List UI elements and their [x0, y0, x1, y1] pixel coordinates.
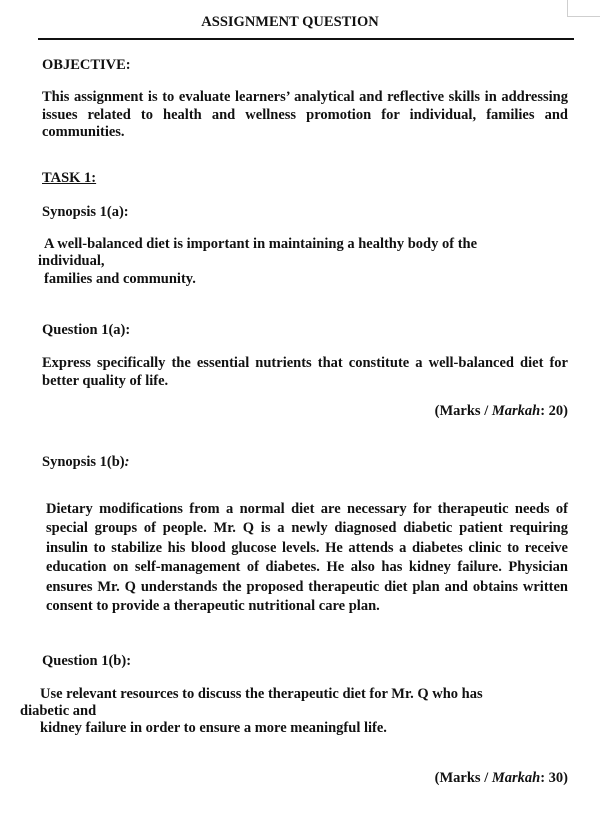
- marks-suffix: : 30): [540, 770, 568, 786]
- question-1b-marks: [435, 770, 568, 787]
- task-heading: TASK 1:: [42, 170, 97, 186]
- synopsis-1a-line-3: families and community.: [44, 271, 196, 287]
- question-1b-line-3: kidney failure in order to ensure a more meaningful life.: [40, 720, 387, 736]
- marks-italic: Markah: [491, 403, 541, 419]
- question-1a-label: Question 1(a):: [42, 322, 131, 338]
- objective-heading: OBJECTIVE:: [42, 57, 131, 73]
- synopsis-1b-text: Dietary modifications from a normal diet are necessary for therapeutic needs of special groups of people. Mr. Q is a newly diagnosed diabetic patient requiring insulin to stabilize his blood glucose levels. He attends a diabetes clinic to receive education on self-management of diabetes. He also has kidney failure. Physician ensures Mr. Q understands the proposed therapeutic diet plan and obtains written consent to provide a therapeutic nutritional care plan.: [46, 501, 568, 615]
- question-1b-line-2: diabetic and: [20, 703, 97, 719]
- synopsis-1a-line-2: individual,: [38, 253, 105, 269]
- question-1a-marks: [435, 403, 568, 420]
- synopsis-1b-label-text: Synopsis 1(b): [42, 454, 125, 470]
- synopsis-1a-line-1: A well-balanced diet is important in maintaining a healthy body of the: [44, 236, 478, 252]
- question-1b-label: Question 1(b):: [42, 653, 132, 669]
- marks-prefix: (Marks /: [434, 770, 492, 786]
- marks-prefix: (Marks /: [434, 403, 492, 419]
- page-title: ASSIGNMENT QUESTION: [201, 14, 379, 30]
- objective-text: This assignment is to evaluate learners’ analytical and reflective skills in addressing issues related to health and wellness promotion for individual, families and communities.: [42, 89, 568, 140]
- marks-italic: Markah: [491, 770, 541, 786]
- synopsis-1b-label-colon: :: [124, 454, 130, 470]
- title-divider: [38, 38, 574, 40]
- synopsis-1a-label: Synopsis 1(a):: [42, 204, 129, 220]
- marks-suffix: : 20): [540, 403, 568, 419]
- question-1a-text: Express specifically the essential nutrients that constitute a well-balanced diet for better quality of life.: [42, 355, 568, 389]
- synopsis-1b-label: [42, 454, 129, 471]
- question-1b-line-1: Use relevant resources to discuss the therapeutic diet for Mr. Q who has: [40, 686, 483, 702]
